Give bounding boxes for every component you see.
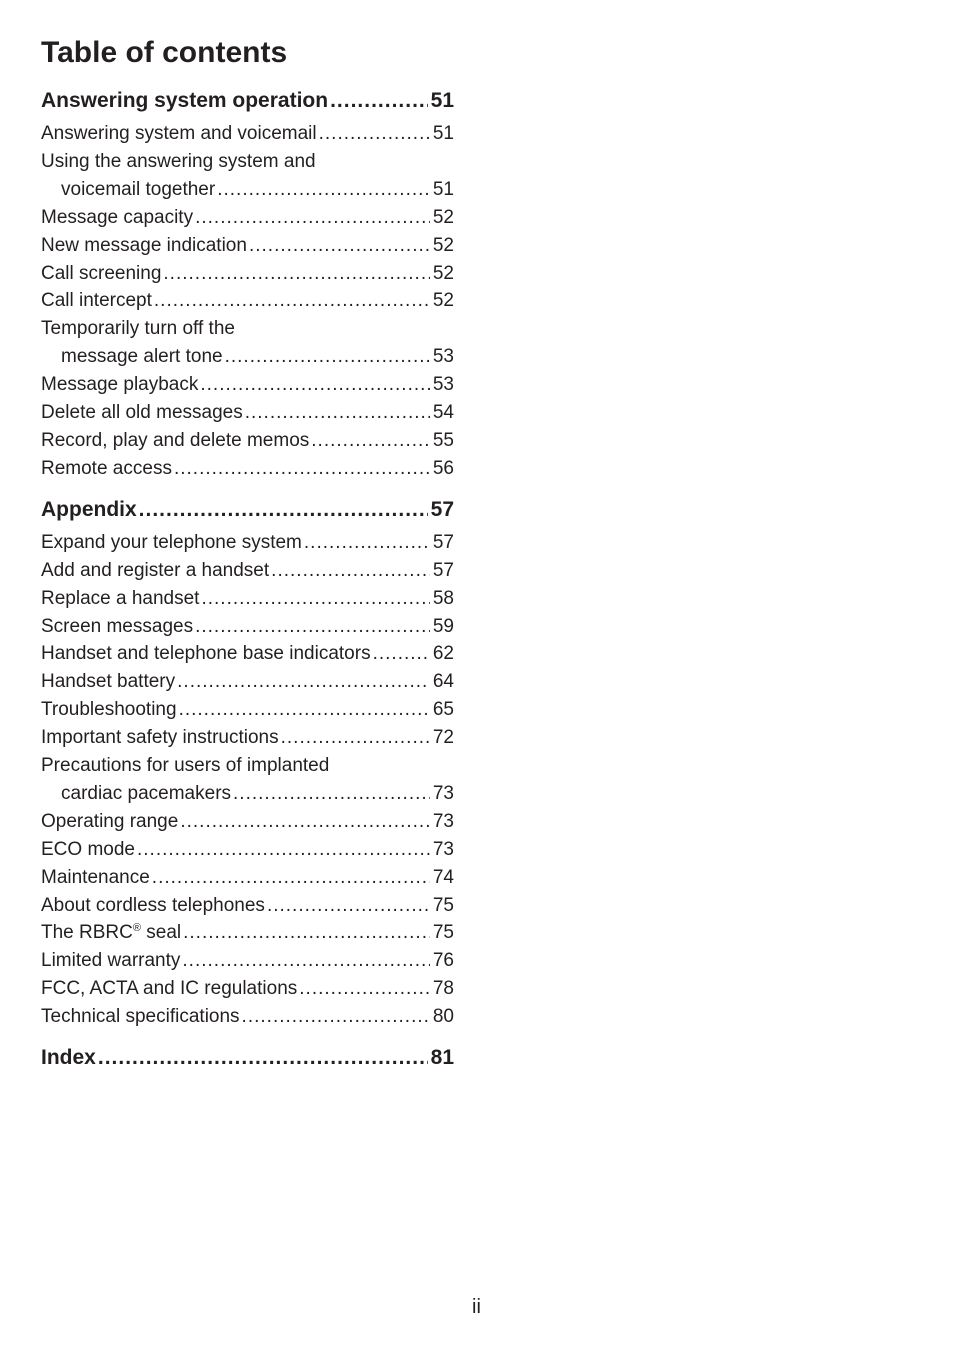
toc-entry[interactable] [41, 529, 454, 557]
toc-entry[interactable] [41, 315, 454, 371]
dot-leader [179, 696, 430, 724]
dot-leader [373, 640, 430, 668]
toc-entry-page: 57 [432, 559, 454, 581]
toc-entry-page: 73 [432, 782, 454, 804]
toc-entry-label: Handset and telephone base indicators [41, 643, 371, 665]
dot-leader [319, 120, 430, 148]
toc-entry-label: voicemail together [61, 178, 216, 200]
toc-entry[interactable] [41, 752, 454, 808]
dot-leader [152, 864, 430, 892]
page-title: Table of contents [41, 36, 288, 69]
dot-leader [154, 287, 430, 315]
toc-entry-label-line1: Temporarily turn off the [41, 318, 235, 340]
dot-leader [174, 455, 430, 483]
toc-entry-label: Call screening [41, 262, 162, 284]
toc-entry-page: 55 [432, 429, 454, 451]
toc-entry-label: Operating range [41, 810, 179, 832]
toc-entry[interactable] [41, 371, 454, 399]
toc-entry-label: Remote access [41, 457, 172, 479]
toc-entry-label: Maintenance [41, 866, 150, 888]
toc-entry-page: 78 [432, 978, 454, 1000]
toc-entry[interactable] [41, 557, 454, 585]
toc-section-heading[interactable] [41, 86, 454, 116]
registered-mark: ® [132, 922, 141, 935]
dot-leader [281, 724, 430, 752]
toc-section-page: 81 [430, 1046, 454, 1070]
dot-leader [249, 232, 430, 260]
toc-entry[interactable] [41, 455, 454, 483]
toc-entry[interactable] [41, 724, 454, 752]
dot-leader [299, 975, 430, 1003]
dot-leader [245, 399, 430, 427]
toc-entry[interactable] [41, 120, 454, 148]
toc-entry-label: Record, play and delete memos [41, 429, 310, 451]
toc-section-heading[interactable] [41, 495, 454, 525]
toc-entry-label: FCC, ACTA and IC regulations [41, 978, 298, 1000]
toc-entry[interactable] [41, 1003, 454, 1031]
toc-section-title: Answering system operation [41, 89, 329, 112]
toc-entry-label: Handset battery [41, 671, 176, 693]
toc-section-page: 57 [430, 497, 454, 521]
toc-entry-page: 72 [432, 727, 454, 749]
toc-entry-page: 76 [432, 950, 454, 972]
toc-section-page: 51 [430, 89, 454, 112]
toc-list [41, 86, 454, 1073]
toc-entry-page: 52 [432, 234, 454, 256]
toc-entry-label: Add and register a handset [41, 559, 270, 581]
dot-leader [311, 427, 430, 455]
dot-leader [137, 836, 430, 864]
toc-entry[interactable] [41, 427, 454, 455]
toc-entry[interactable] [41, 668, 454, 696]
toc-entry-label: Limited warranty [41, 950, 181, 972]
toc-entry[interactable] [41, 892, 454, 920]
dot-leader [217, 176, 430, 204]
toc-entry-label: Call intercept [41, 290, 152, 312]
toc-entry-page: 57 [432, 531, 454, 553]
dot-leader [195, 613, 430, 641]
toc-section-title: Appendix [41, 497, 137, 521]
toc-entry[interactable] [41, 399, 454, 427]
dot-leader [139, 495, 428, 525]
toc-entry-page: 74 [432, 866, 454, 888]
toc-entry[interactable] [41, 640, 454, 668]
toc-entry-page: 53 [432, 374, 454, 396]
toc-entry[interactable] [41, 260, 454, 288]
toc-entry[interactable] [41, 919, 454, 947]
toc-section-title: Index [41, 1046, 96, 1070]
toc-entry-label: Message capacity [41, 206, 194, 228]
dot-leader [177, 668, 430, 696]
dot-leader [271, 557, 430, 585]
toc-entry-page: 52 [432, 290, 454, 312]
toc-entry-label: Important safety instructions [41, 727, 279, 749]
dot-leader [225, 343, 430, 371]
toc-entry-label: Answering system and voicemail [41, 123, 317, 144]
dot-leader [304, 529, 430, 557]
toc-entry-page: 64 [432, 671, 454, 693]
toc-entry-page: 80 [432, 1006, 454, 1028]
toc-entry-page: 65 [432, 699, 454, 721]
toc-entry-page: 75 [432, 894, 454, 916]
toc-entry-label: Technical specifications [41, 1006, 240, 1028]
toc-entry[interactable] [41, 975, 454, 1003]
dot-leader [267, 892, 430, 920]
toc-entry-label-text: The RBRC [41, 922, 133, 944]
dot-leader [180, 808, 430, 836]
dot-leader [182, 947, 429, 975]
toc-entry-label: Message playback [41, 374, 199, 396]
toc-entry[interactable] [41, 836, 454, 864]
toc-entry[interactable] [41, 808, 454, 836]
toc-entry-page: 59 [432, 615, 454, 637]
toc-entry[interactable] [41, 232, 454, 260]
toc-entry-page: 62 [432, 643, 454, 665]
dot-leader [195, 204, 430, 232]
toc-entry[interactable] [41, 204, 454, 232]
toc-entry-label: ECO mode [41, 838, 135, 860]
page-number: ii [472, 1296, 481, 1318]
toc-entry-label-suffix: seal [140, 922, 182, 944]
dot-leader [242, 1003, 430, 1031]
toc-entry-page: 73 [432, 810, 454, 832]
dot-leader [163, 260, 429, 288]
toc-entry-label-line1: Precautions for users of implanted [41, 755, 330, 777]
toc-entry[interactable] [41, 864, 454, 892]
toc-entry-page: 73 [432, 838, 454, 860]
toc-entry-page: 54 [432, 402, 454, 424]
toc-entry-label-line1: Using the answering system and [41, 150, 316, 172]
toc-entry-label: message alert tone [61, 346, 223, 368]
toc-entry[interactable] [41, 287, 454, 315]
toc-entry-page: 52 [432, 206, 454, 228]
toc-entry-page: 51 [432, 178, 454, 200]
dot-leader [98, 1043, 428, 1073]
dot-leader [233, 780, 430, 808]
toc-entry-page: 51 [432, 123, 454, 144]
toc-entry-page: 56 [432, 457, 454, 479]
dot-leader [201, 585, 429, 613]
toc-entry[interactable] [41, 696, 454, 724]
toc-entry-label: New message indication [41, 234, 247, 256]
toc-entry[interactable] [41, 148, 454, 204]
toc-entry-label: Expand your telephone system [41, 531, 302, 553]
toc-entry-label: Troubleshooting [41, 699, 177, 721]
toc-section-heading[interactable] [41, 1043, 454, 1073]
toc-entry-page: 53 [432, 346, 454, 368]
toc-entry[interactable] [41, 947, 454, 975]
toc-entry-label: cardiac pacemakers [61, 782, 232, 804]
toc-entry-label: Screen messages [41, 615, 194, 637]
toc-entry-label [41, 919, 181, 947]
toc-entry-label: About cordless telephones [41, 894, 265, 916]
dot-leader [200, 371, 429, 399]
toc-entry-page: 52 [432, 262, 454, 284]
toc-entry-page: 75 [432, 922, 454, 944]
toc-entry[interactable] [41, 585, 454, 613]
dot-leader [183, 919, 430, 947]
dot-leader [330, 86, 428, 116]
toc-entry[interactable] [41, 613, 454, 641]
toc-entry-label: Replace a handset [41, 587, 200, 609]
toc-entry-label: Delete all old messages [41, 402, 243, 424]
toc-entry-page: 58 [432, 587, 454, 609]
